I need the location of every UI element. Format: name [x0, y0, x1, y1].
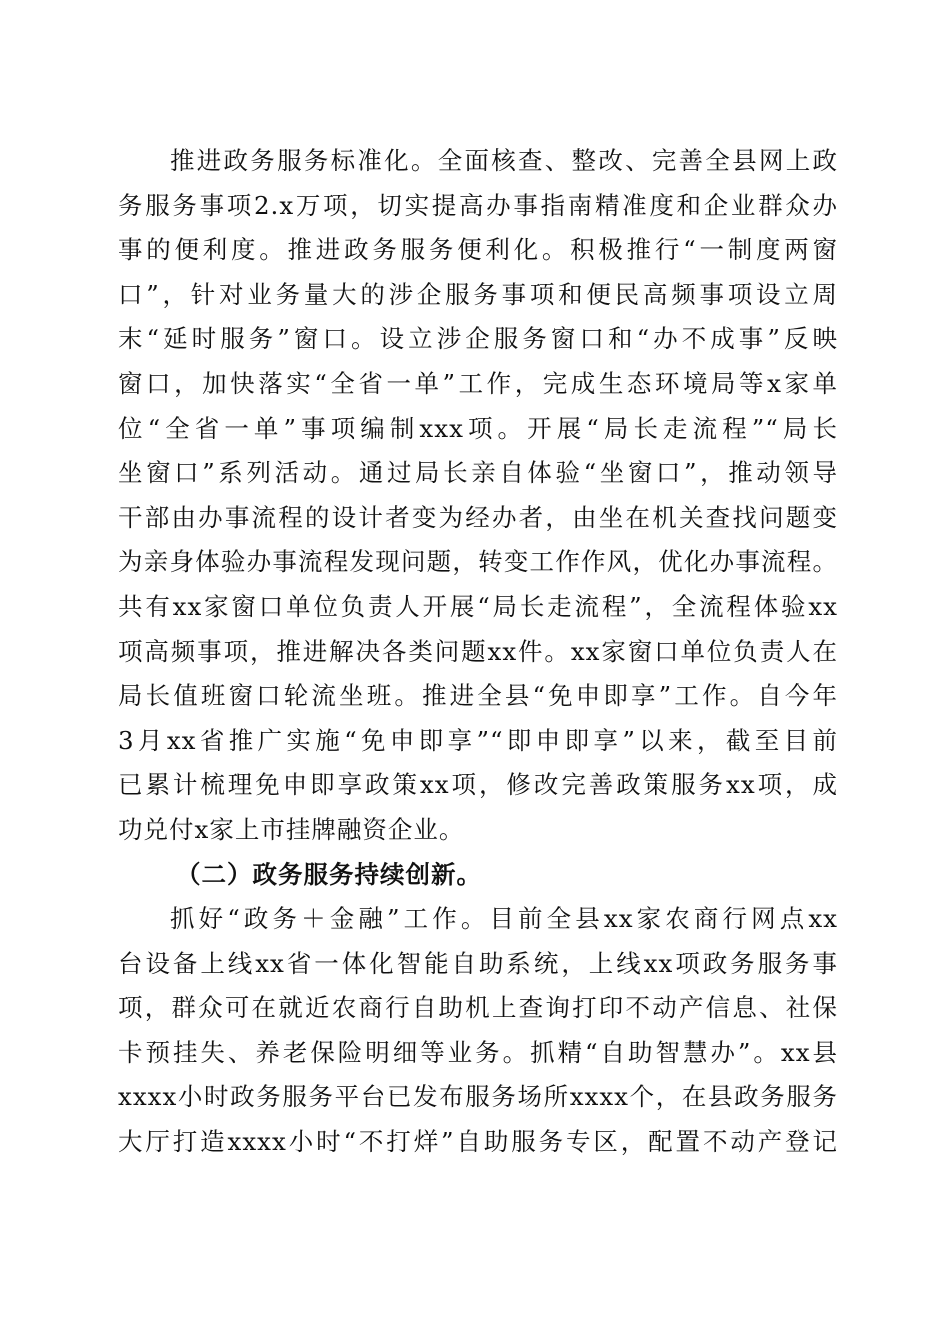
text-line: 大厅打造xxxx小时“不打烊”自助服务专区，配置不动产登记 — [118, 1127, 838, 1157]
text-line: 口”，针对业务量大的涉企服务事项和便民高频事项设立周 — [118, 279, 838, 309]
text-line: 3月xx省推广实施“免申即享”“即申即享”以来，截至目前 — [118, 725, 838, 755]
text-line: 卡预挂失、养老保险明细等业务。抓精“自助智慧办”。xx县 — [118, 1037, 838, 1067]
text-line: 事的便利度。推进政务服务便利化。积极推行“一制度两窗 — [118, 235, 838, 265]
section-heading: （二）政务服务持续创新。 — [176, 859, 482, 889]
text-line: 为亲身体验办事流程发现问题，转变工作作风，优化办事流程。 — [118, 547, 838, 577]
text-line: 窗口，加快落实“全省一单”工作，完成生态环境局等x家单 — [118, 368, 838, 398]
text-line: 功兑付x家上市挂牌融资企业。 — [118, 814, 465, 844]
text-line: 抓好“政务＋金融”工作。目前全县xx家农商行网点xx — [170, 904, 838, 934]
text-line: 坐窗口”系列活动。通过局长亲自体验“坐窗口”，推动领导 — [118, 458, 838, 488]
text-line: 已累计梳理免申即享政策xx项，修改完善政策服务xx项，成 — [118, 770, 838, 800]
paragraph-innovation — [118, 897, 838, 1165]
text-line: 位“全省一单”事项编制xxx项。开展“局长走流程”“局长 — [118, 413, 838, 443]
text-line: 项高频事项，推进解决各类问题xx件。xx家窗口单位负责人在 — [118, 636, 838, 666]
text-line: 干部由办事流程的设计者变为经办者，由坐在机关查找问题变 — [118, 502, 838, 532]
paragraph-standardization — [118, 139, 838, 853]
text-line: 务服务事项2.x万项，切实提高办事指南精准度和企业群众办 — [118, 190, 838, 220]
document-body — [118, 139, 838, 1165]
text-line: 项，群众可在就近农商行自助机上查询打印不动产信息、社保 — [118, 993, 838, 1023]
text-line: 台设备上线xx省一体化智能自助系统，上线xx项政务服务事 — [118, 948, 838, 978]
text-line: 推进政务服务标准化。全面核查、整改、完善全县网上政 — [170, 146, 838, 175]
text-line: xxxx小时政务服务平台已发布服务场所xxxx个，在县政务服务 — [118, 1082, 838, 1112]
text-line: 局长值班窗口轮流坐班。推进全县“免申即享”工作。自今年 — [118, 681, 838, 711]
text-line: 末“延时服务”窗口。设立涉企服务窗口和“办不成事”反映 — [118, 324, 838, 354]
text-line: 共有xx家窗口单位负责人开展“局长走流程”，全流程体验xx — [118, 591, 838, 621]
